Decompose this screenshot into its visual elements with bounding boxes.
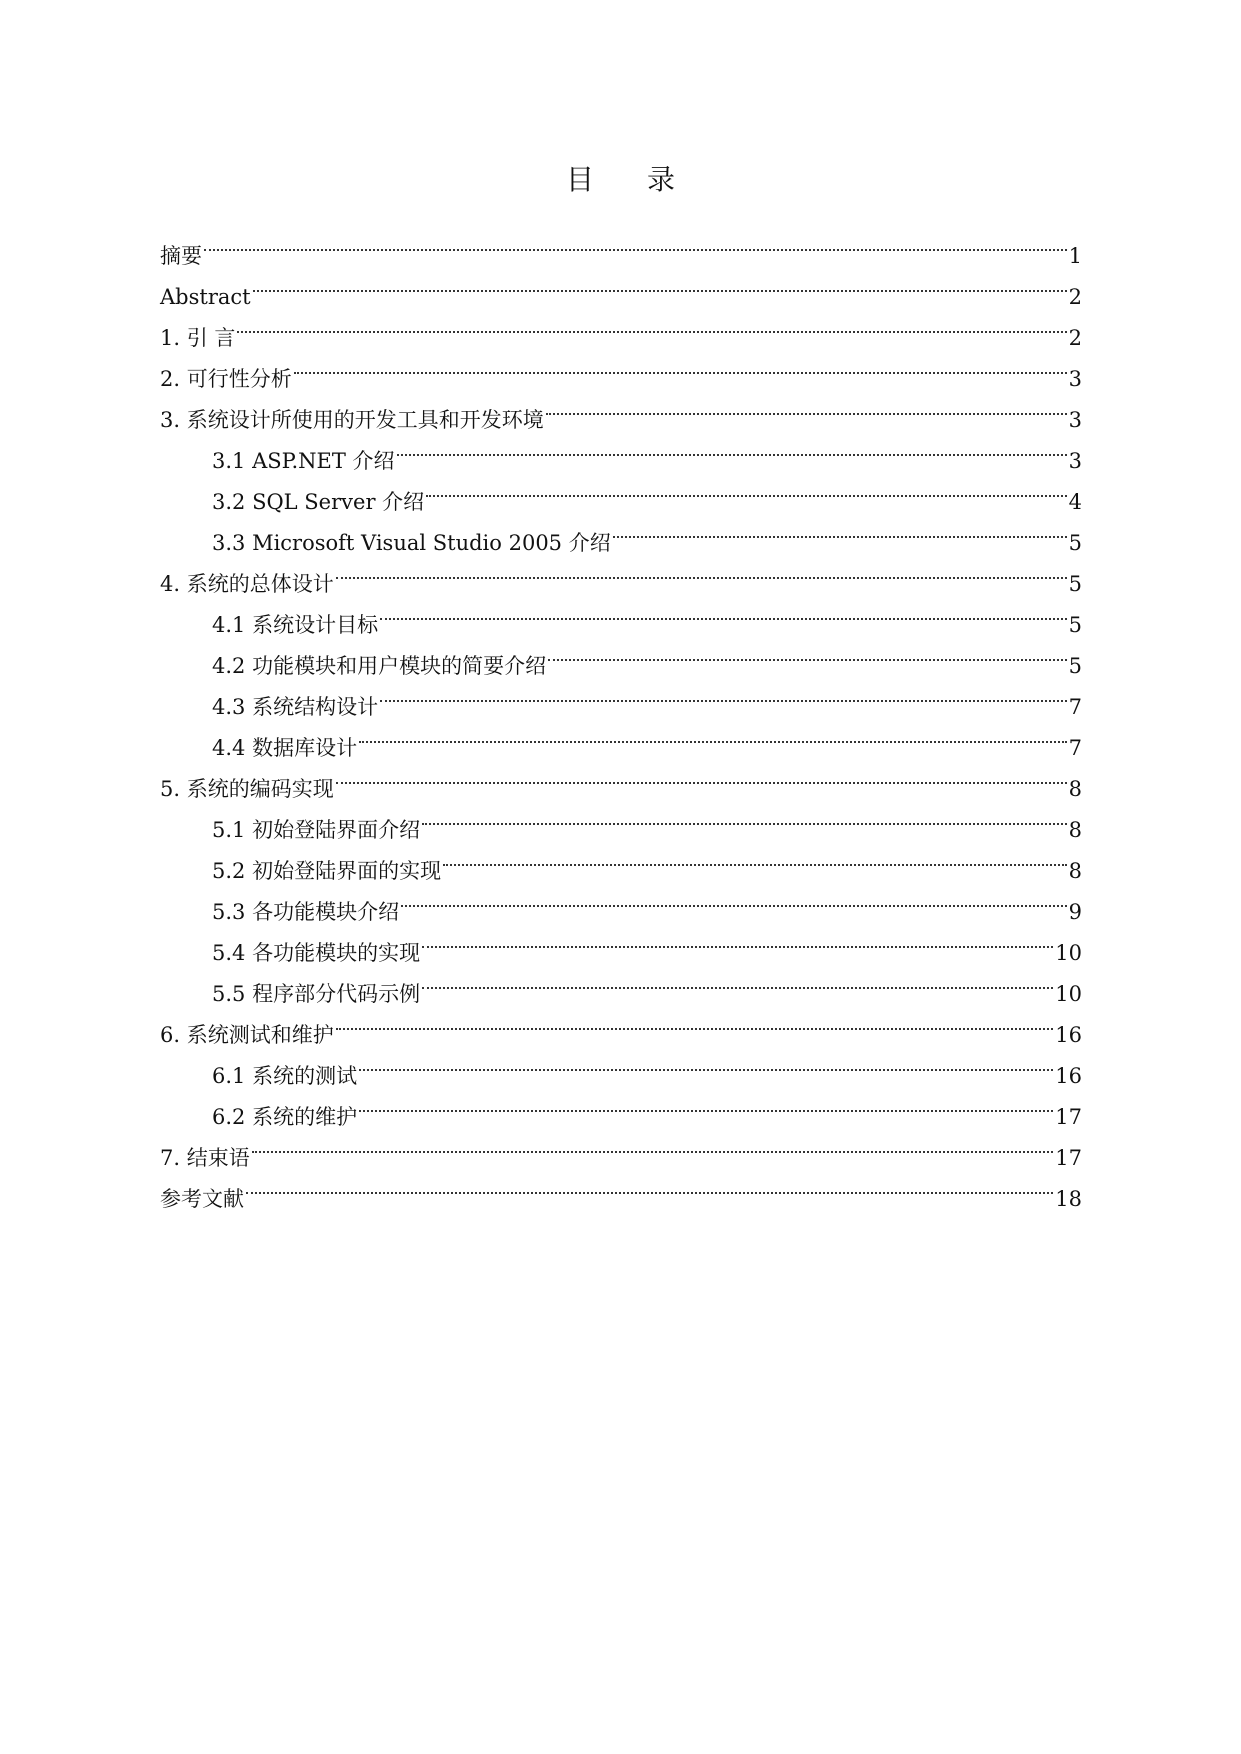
toc-entry-text: 6.2 系统的维护 <box>212 1105 358 1129</box>
dot-leader <box>401 878 1067 919</box>
toc-entry[interactable] <box>160 304 1082 350</box>
toc-title: 目 录 <box>566 163 697 196</box>
toc-entry-text: 4.2 功能模块和用户模块的简要介绍 <box>212 654 547 678</box>
toc-page-number: 5 <box>1068 531 1082 555</box>
toc-entry[interactable] <box>160 1124 1082 1170</box>
dot-leader <box>237 304 1066 345</box>
toc-entry-text: 5. 系统的编码实现 <box>160 777 334 801</box>
dot-leader <box>253 263 1067 304</box>
toc-page-number: 8 <box>1068 777 1082 801</box>
dot-leader <box>380 591 1067 632</box>
dot-leader <box>422 960 1053 1001</box>
toc-page-number: 10 <box>1055 941 1082 965</box>
toc-page-number: 16 <box>1055 1023 1082 1047</box>
dot-leader <box>336 550 1067 591</box>
toc-entry[interactable] <box>160 263 1082 309</box>
dot-leader <box>422 796 1067 837</box>
toc-entry-text: 5.4 各功能模块的实现 <box>212 941 421 965</box>
toc-page-number: 5 <box>1068 654 1082 678</box>
toc-page-number: 10 <box>1055 982 1082 1006</box>
dot-leader <box>422 919 1053 960</box>
toc-entry-text: 参考文献 <box>160 1187 244 1211</box>
dot-leader <box>359 714 1067 755</box>
dot-leader <box>443 837 1067 878</box>
dot-leader <box>613 509 1067 550</box>
toc-page-number: 2 <box>1068 285 1082 309</box>
dot-leader <box>336 755 1067 796</box>
toc-list <box>160 222 1082 1211</box>
toc-entry-text: 7. 结束语 <box>160 1146 250 1170</box>
toc-entry-text: 4.4 数据库设计 <box>212 736 358 760</box>
dot-leader <box>359 1042 1053 1083</box>
dot-leader <box>294 345 1067 386</box>
dot-leader <box>252 1124 1054 1165</box>
toc-page-number: 3 <box>1068 408 1082 432</box>
dot-leader <box>397 427 1067 468</box>
toc-entry-text: 3.3 Microsoft Visual Studio 2005 介绍 <box>212 531 611 555</box>
dot-leader <box>246 1165 1053 1206</box>
toc-entry-text: 2. 可行性分析 <box>160 367 292 391</box>
toc-entry-text: 4.1 系统设计目标 <box>212 613 379 637</box>
toc-entry-text: 4.3 系统结构设计 <box>212 695 379 719</box>
toc-entry-text: 5.2 初始登陆界面的实现 <box>212 859 442 883</box>
toc-page-number: 17 <box>1055 1105 1082 1129</box>
toc-page-number: 16 <box>1055 1064 1082 1088</box>
dot-leader <box>426 468 1066 509</box>
toc-entry[interactable] <box>160 222 1082 268</box>
toc-page-number: 8 <box>1068 818 1082 842</box>
toc-entry-text: Abstract <box>160 285 251 309</box>
dot-leader <box>548 632 1067 673</box>
toc-page-number: 2 <box>1068 326 1082 350</box>
toc-entry[interactable] <box>160 345 1082 391</box>
dot-leader <box>204 222 1067 263</box>
toc-page-number: 7 <box>1068 695 1082 719</box>
toc-page-number: 3 <box>1068 367 1082 391</box>
toc-page-number: 7 <box>1068 736 1082 760</box>
toc-entry-text: 3.1 ASP.NET 介绍 <box>212 449 395 473</box>
toc-page-number: 18 <box>1055 1187 1082 1211</box>
toc-entry[interactable] <box>160 386 1082 432</box>
toc-page-number: 5 <box>1068 572 1082 596</box>
toc-entry-text: 6.1 系统的测试 <box>212 1064 358 1088</box>
toc-entry-text: 1. 引 言 <box>160 326 236 350</box>
toc-page-number: 17 <box>1055 1146 1082 1170</box>
toc-page-number: 9 <box>1068 900 1082 924</box>
toc-page-number: 5 <box>1068 613 1082 637</box>
dot-leader <box>380 673 1067 714</box>
dot-leader <box>336 1001 1054 1042</box>
toc-entry[interactable] <box>160 1165 1082 1211</box>
toc-page-number: 3 <box>1068 449 1082 473</box>
toc-entry-text: 3.2 SQL Server 介绍 <box>212 490 425 514</box>
toc-entry-text: 摘要 <box>160 244 202 268</box>
toc-entry-text: 3. 系统设计所使用的开发工具和开发环境 <box>160 408 544 432</box>
toc-entry-text: 5.3 各功能模块介绍 <box>212 900 400 924</box>
toc-page-number: 4 <box>1068 490 1082 514</box>
toc-entry-text: 5.1 初始登陆界面介绍 <box>212 818 421 842</box>
toc-entry-text: 4. 系统的总体设计 <box>160 572 334 596</box>
dot-leader <box>546 386 1067 427</box>
toc-page-number: 8 <box>1068 859 1082 883</box>
toc-entry-text: 6. 系统测试和维护 <box>160 1023 334 1047</box>
dot-leader <box>359 1083 1053 1124</box>
toc-entry-text: 5.5 程序部分代码示例 <box>212 982 421 1006</box>
toc-page-number: 1 <box>1068 244 1082 268</box>
